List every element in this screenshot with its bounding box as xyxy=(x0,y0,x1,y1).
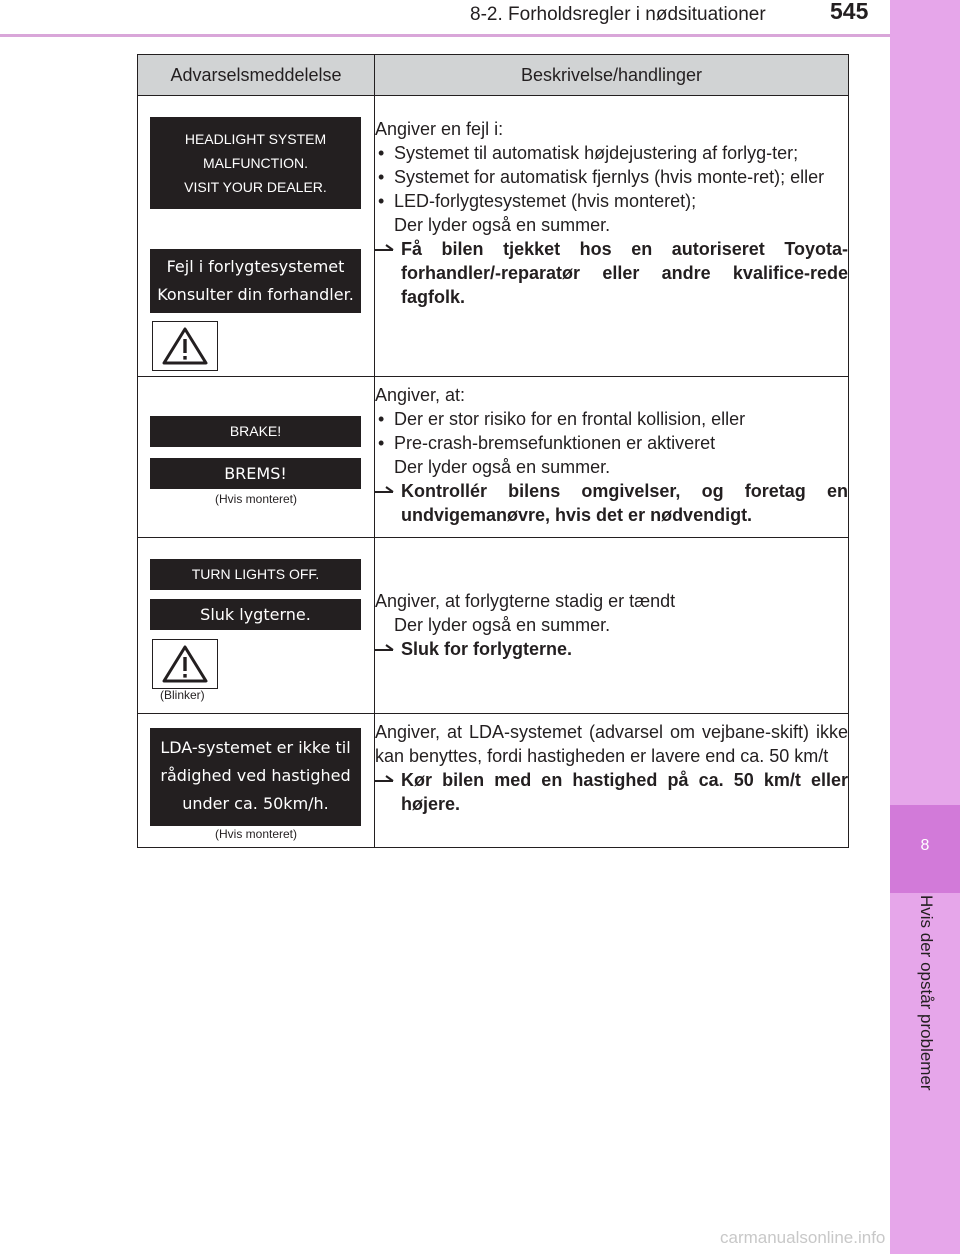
chapter-title: Hvis der opstår problemer xyxy=(917,895,936,1091)
description-extra: Der lyder også en summer. xyxy=(394,457,611,477)
header-rule xyxy=(0,34,890,37)
description-action xyxy=(375,479,848,527)
arrow-right-icon xyxy=(375,774,395,784)
display-line: Fejl i forlygtesystemet xyxy=(166,257,345,276)
description-extra: Der lyder også en summer. xyxy=(394,215,611,235)
description-bullet: • Pre-crash-bremsefunktionen er aktiveret xyxy=(375,431,848,455)
display-line: LDA-systemet er ikke til xyxy=(160,738,351,757)
action-text: Sluk for forlygterne. xyxy=(401,639,573,659)
description-cell xyxy=(375,538,849,714)
display-line: HEADLIGHT SYSTEM xyxy=(184,131,327,147)
description-bullet: • Der er stor risiko for en frontal kollision, eller xyxy=(375,407,848,431)
description-intro: Angiver, at forlygterne stadig er tændt xyxy=(375,591,676,611)
installed-note: (Hvis monteret) xyxy=(214,492,297,506)
description-extra: Der lyder også en summer. xyxy=(394,615,611,635)
display-message-english xyxy=(150,416,361,447)
display-line: VISIT YOUR DEALER. xyxy=(184,179,327,195)
arrow-right-icon xyxy=(375,485,395,495)
display-message-danish xyxy=(150,249,361,313)
description-action xyxy=(375,237,848,309)
description-intro: Angiver, at: xyxy=(375,385,466,405)
table-row xyxy=(138,377,849,538)
table-row xyxy=(138,538,849,714)
description-cell xyxy=(375,96,849,377)
watermark: carmanualsonline.info xyxy=(720,1228,886,1247)
description-action xyxy=(375,768,848,816)
installed-note: (Hvis monteret) xyxy=(214,827,297,841)
description-intro: Angiver en fejl i: xyxy=(375,119,504,139)
table-row xyxy=(138,96,849,377)
action-text: Kør bilen med en hastighed på ca. 50 km/t eller højere. xyxy=(401,770,848,814)
table-header-row xyxy=(138,55,849,96)
description-action xyxy=(375,637,848,661)
display-line: Konsulter din forhandler. xyxy=(157,285,354,304)
action-text: Kontrollér bilens omgivelser, og foretag en undvigemanøvre, hvis det er nødvendigt. xyxy=(401,481,848,525)
display-line: Sluk lygterne. xyxy=(200,605,311,624)
chapter-number: 8 xyxy=(920,837,930,854)
display-message-english xyxy=(150,117,361,209)
display-message-danish xyxy=(150,728,361,826)
message-cell xyxy=(138,377,375,538)
description-cell xyxy=(375,714,849,848)
column-header-message: Advarselsmeddelelse xyxy=(138,55,375,96)
description-bullet: • Systemet til automatisk højdejustering af forlyg-ter; xyxy=(375,141,848,165)
display-message-english xyxy=(150,559,361,590)
column-header-description: Beskrivelse/handlinger xyxy=(375,55,849,96)
display-line: TURN LIGHTS OFF. xyxy=(191,566,320,582)
display-line: BRAKE! xyxy=(229,423,282,439)
description-cell xyxy=(375,377,849,538)
display-line: MALFUNCTION. xyxy=(203,155,308,171)
blinking-note: (Blinker) xyxy=(160,688,205,702)
display-line: rådighed ved hastighed xyxy=(160,766,351,785)
description-bullet: • LED-forlygtesystemet (hvis monteret); xyxy=(375,189,848,213)
table-row xyxy=(138,714,849,848)
display-message-danish xyxy=(150,599,361,630)
warning-triangle-icon xyxy=(152,639,218,689)
arrow-right-icon xyxy=(375,243,395,253)
message-cell xyxy=(138,714,375,848)
arrow-right-icon xyxy=(375,643,395,653)
header-title: 8-2. Forholdsregler i nødsituationer xyxy=(470,4,766,25)
action-text: Få bilen tjekket hos en autoriseret Toyota-forhandler/-reparatør eller andre kvalifice-rede fagfolk. xyxy=(401,239,848,307)
message-cell xyxy=(138,96,375,377)
chapter-box xyxy=(890,805,960,893)
warning-table xyxy=(137,54,849,848)
display-line: BREMS! xyxy=(224,464,287,483)
display-message-danish xyxy=(150,458,361,489)
display-line: under ca. 50km/h. xyxy=(182,794,329,813)
warning-triangle-icon xyxy=(152,321,218,371)
page-number: 545 xyxy=(830,0,869,24)
message-cell xyxy=(138,538,375,714)
description-intro: Angiver, at LDA-systemet (advarsel om vejbane-skift) ikke kan benyttes, fordi hastigheden er lavere end ca. 50 km/t xyxy=(375,722,848,766)
description-bullet: • Systemet for automatisk fjernlys (hvis monte-ret); eller xyxy=(375,165,848,189)
